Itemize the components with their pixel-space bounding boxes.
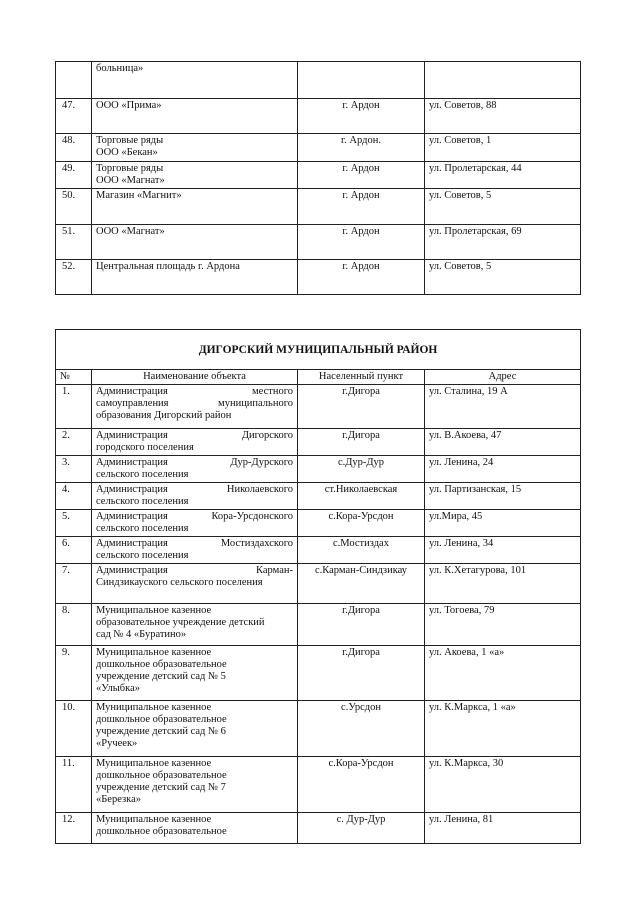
object-name-line: Центральная площадь г. Ардона: [96, 261, 240, 272]
object-name-line: Муниципальное казенное: [96, 814, 212, 825]
objects-table-ardon: [55, 61, 581, 295]
settlement: г. Ардон: [298, 260, 425, 295]
object-name: [92, 537, 298, 564]
settlement: с. Дур-Дур: [298, 813, 425, 844]
object-name-line: «Ручеек»: [96, 738, 138, 749]
table-row: [56, 99, 581, 134]
object-name-line: ООО «Магнат»: [96, 226, 165, 237]
object-name-line: сад № 4 «Буратино»: [96, 629, 187, 640]
settlement: г. Ардон: [298, 225, 425, 260]
row-number: 47.: [56, 99, 92, 134]
object-name-line: дошкольное образовательное: [96, 826, 227, 837]
row-number: 48.: [56, 134, 92, 162]
object-name: [92, 429, 298, 456]
row-number: 12.: [56, 813, 92, 844]
address: ул.Мира, 45: [425, 510, 581, 537]
object-name-line: сельского поселения: [96, 523, 189, 534]
object-name-line: образовательное учреждение детский: [96, 617, 265, 628]
table-row: [56, 225, 581, 260]
address: ул. Советов, 88: [425, 99, 581, 134]
row-number: 3.: [56, 456, 92, 483]
object-name-line: дошкольное образовательное: [96, 770, 227, 781]
table-row: [56, 537, 581, 564]
row-number: 52.: [56, 260, 92, 295]
address: ул. Ленина, 24: [425, 456, 581, 483]
table-row: [56, 757, 581, 813]
object-name: [92, 483, 298, 510]
settlement: г. Ардон: [298, 189, 425, 225]
table-row: [56, 646, 581, 701]
object-name-line: образования Дигорский район: [96, 410, 232, 421]
settlement: с.Кора-Урсдон: [298, 510, 425, 537]
row-number: 1.: [56, 385, 92, 429]
address: ул. Советов, 5: [425, 189, 581, 225]
object-name: [92, 456, 298, 483]
object-name: [92, 99, 298, 134]
object-name-line: городского поселения: [96, 442, 194, 453]
object-name: [92, 701, 298, 757]
address: ул. К.Маркса, 1 «а»: [425, 701, 581, 757]
object-name-line: Синдзикауского сельского поселения: [96, 577, 263, 588]
objects-table-digora: [55, 329, 581, 844]
object-name: [92, 189, 298, 225]
table-row: [56, 162, 581, 189]
table-row: [56, 483, 581, 510]
table-row: [56, 62, 581, 99]
object-name-line: Администрация Дигорского: [96, 430, 293, 441]
object-name-line: ООО «Бекан»: [96, 147, 158, 158]
table-row: [56, 510, 581, 537]
header-name: Наименование объекта: [92, 370, 298, 385]
object-name-line: Администрация Карман-: [96, 565, 293, 576]
address: ул. Партизанская, 15: [425, 483, 581, 510]
row-number: 50.: [56, 189, 92, 225]
table-row: [56, 260, 581, 295]
object-name: [92, 62, 298, 99]
row-number: 4.: [56, 483, 92, 510]
object-name: [92, 385, 298, 429]
row-number: 5.: [56, 510, 92, 537]
address: ул. Советов, 1: [425, 134, 581, 162]
row-number: 9.: [56, 646, 92, 701]
table-row: [56, 385, 581, 429]
object-name: [92, 162, 298, 189]
address: ул. Советов, 5: [425, 260, 581, 295]
row-number: 11.: [56, 757, 92, 813]
object-name-line: Торговые ряды: [96, 163, 164, 174]
object-name-line: ООО «Прима»: [96, 100, 162, 111]
object-name-line: учреждение детский сад № 5: [96, 671, 226, 682]
object-name: [92, 813, 298, 844]
object-name: [92, 260, 298, 295]
address: ул. Тогоева, 79: [425, 604, 581, 646]
object-name: [92, 757, 298, 813]
row-number: [56, 62, 92, 99]
address: ул. Ленина, 34: [425, 537, 581, 564]
row-number: 2.: [56, 429, 92, 456]
object-name-line: Магазин «Магнит»: [96, 190, 182, 201]
address: ул. К.Маркса, 30: [425, 757, 581, 813]
object-name-line: Муниципальное казенное: [96, 758, 212, 769]
object-name-line: «Березка»: [96, 794, 141, 805]
settlement: с.Мостиздах: [298, 537, 425, 564]
object-name-line: самоуправления муниципального: [96, 398, 293, 409]
settlement: с.Дур-Дур: [298, 456, 425, 483]
table-row: [56, 564, 581, 604]
row-number: 6.: [56, 537, 92, 564]
settlement: г.Дигора: [298, 385, 425, 429]
object-name: [92, 564, 298, 604]
district-title: ДИГОРСКИЙ МУНИЦИПАЛЬНЫЙ РАЙОН: [56, 330, 581, 370]
address: ул. Акоева, 1 «а»: [425, 646, 581, 701]
row-number: 7.: [56, 564, 92, 604]
object-name-line: дошкольное образовательное: [96, 714, 227, 725]
object-name-line: сельского поселения: [96, 496, 189, 507]
object-name-line: Администрация Дур-Дурского: [96, 457, 293, 468]
object-name-line: Администрация местного: [96, 386, 293, 397]
object-name: [92, 510, 298, 537]
address: ул. Сталина, 19 А: [425, 385, 581, 429]
object-name-line: «Улыбка»: [96, 683, 140, 694]
object-name-line: Муниципальное казенное: [96, 605, 212, 616]
table-row: [56, 701, 581, 757]
row-number: 8.: [56, 604, 92, 646]
object-name-line: Муниципальное казенное: [96, 702, 212, 713]
address: ул. В.Акоева, 47: [425, 429, 581, 456]
object-name-line: ООО «Магнат»: [96, 175, 165, 186]
object-name-line: Администрация Николаевского: [96, 484, 293, 495]
settlement: г. Ардон.: [298, 134, 425, 162]
table-row: [56, 189, 581, 225]
settlement: г.Дигора: [298, 646, 425, 701]
settlement: с.Кора-Урсдон: [298, 757, 425, 813]
object-name: [92, 225, 298, 260]
object-name: [92, 134, 298, 162]
table-header-row: [56, 370, 581, 385]
address: ул. Пролетарская, 69: [425, 225, 581, 260]
address: ул. Пролетарская, 44: [425, 162, 581, 189]
row-number: 49.: [56, 162, 92, 189]
settlement: г. Ардон: [298, 99, 425, 134]
object-name-line: Муниципальное казенное: [96, 647, 212, 658]
settlement: г.Дигора: [298, 429, 425, 456]
row-number: 51.: [56, 225, 92, 260]
settlement: с.Карман-Синдзикау: [298, 564, 425, 604]
header-place: Населенный пункт: [298, 370, 425, 385]
table-row: [56, 604, 581, 646]
header-address: Адрес: [425, 370, 581, 385]
table-row: [56, 813, 581, 844]
settlement: г. Ардон: [298, 162, 425, 189]
table-row: [56, 134, 581, 162]
object-name-line: учреждение детский сад № 7: [96, 782, 226, 793]
row-number: 10.: [56, 701, 92, 757]
settlement: г.Дигора: [298, 604, 425, 646]
object-name-line: сельского поселения: [96, 469, 189, 480]
object-name-line: больница»: [96, 63, 144, 74]
object-name-line: учреждение детский сад № 6: [96, 726, 226, 737]
header-num: №: [56, 370, 92, 385]
table-row: [56, 429, 581, 456]
address: [425, 62, 581, 99]
object-name-line: Торговые ряды: [96, 135, 164, 146]
object-name-line: Администрация Кора-Урсдонского: [96, 511, 293, 522]
district-heading-row: [56, 330, 581, 370]
object-name-line: Администрация Мостиздахского: [96, 538, 293, 549]
table-row: [56, 456, 581, 483]
settlement: [298, 62, 425, 99]
settlement: ст.Николаевская: [298, 483, 425, 510]
address: ул. К.Хетагурова, 101: [425, 564, 581, 604]
address: ул. Ленина, 81: [425, 813, 581, 844]
object-name-line: дошкольное образовательное: [96, 659, 227, 670]
object-name: [92, 646, 298, 701]
object-name-line: сельского поселения: [96, 550, 189, 561]
settlement: с.Урсдон: [298, 701, 425, 757]
object-name: [92, 604, 298, 646]
